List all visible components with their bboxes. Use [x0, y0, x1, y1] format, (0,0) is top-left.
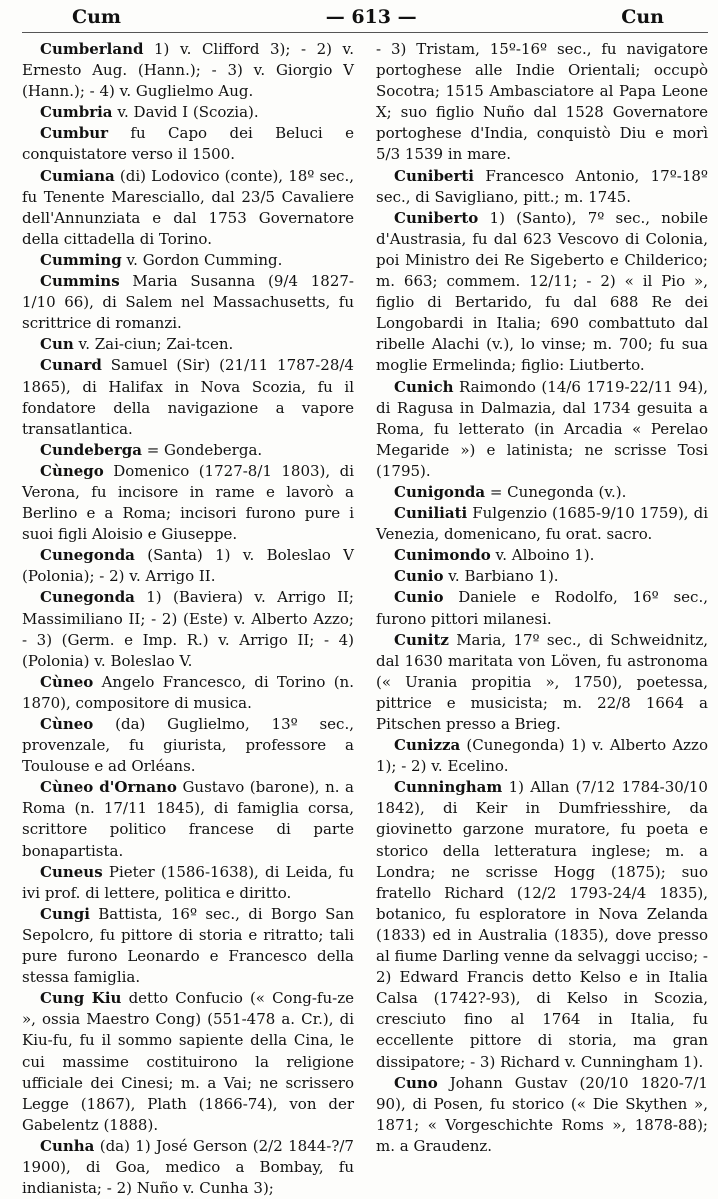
- entry-text: (da) Guglielmo, 13º sec., provenzale, fu giurista, professore a Toulouse e ad Orléans.: [22, 715, 354, 776]
- dictionary-entry: [22, 988, 354, 1136]
- dictionary-entry: [22, 440, 354, 461]
- dictionary-entry: [376, 482, 708, 503]
- entry-headword: Cunich: [394, 377, 454, 396]
- entry-headword: Cunegonda: [40, 588, 135, 607]
- entry-text: = Cunegonda (v.).: [489, 482, 627, 501]
- entry-text: - 3) Tristam, 15º-16º sec., fu navigatore portoghese alle Indie Orientali; occupò Socotra; 1515 Ambasciatore al Papa Leone X; suo figlio Nuño dal 1528 Governatore portoghese d'India, conquistò Diu e morì 5/3 1539 in mare.: [376, 40, 708, 164]
- entry-text: v. Barbiano 1).: [448, 567, 559, 586]
- entry-text: Raimondo (14/6 1719-22/11 94), di Ragusa in Dalmazia, dal 1734 gesuita a Roma, fu letterato (in Arcadia « Perelao Megaride ») e latinista; ne scrisse Tosi (1795).: [376, 377, 708, 480]
- dictionary-entry: [376, 545, 708, 566]
- entry-text: Battista, 16º sec., di Borgo San Sepolcro, fu pittore di storia e ritratto; tali pure furono Leonardo e Francesco della stessa famiglia.: [22, 904, 354, 987]
- entry-text: v. Alboino 1).: [495, 546, 595, 565]
- dictionary-entry: [376, 777, 708, 1072]
- entry-headword: Cundeberga: [40, 440, 142, 459]
- dictionary-entry: [22, 904, 354, 988]
- dictionary-entry: [22, 250, 354, 271]
- entry-headword: Cuniberto: [394, 208, 479, 227]
- dictionary-entry: [22, 271, 354, 334]
- dictionary-entry: [22, 777, 354, 861]
- entry-text: Maria, 17º sec., di Schweidnitz, dal 1630 maritata von Löven, fu astronoma (« Urania propitia », 1750), poetessa, pittrice e musicista; m. 22/8 1664 a Pitschen presso a Brieg.: [376, 630, 708, 733]
- entry-text: (Santa) 1) v. Boleslao V (Polonia); - 2) v. Arrigo II.: [22, 546, 354, 586]
- entry-text: Pieter (1586-1638), di Leida, fu ivi prof. di lettere, politica e diritto.: [22, 862, 354, 902]
- entry-headword: Cunizza: [394, 736, 461, 755]
- entry-headword: Cung Kiu: [40, 989, 122, 1008]
- entry-headword: Cunard: [40, 356, 102, 375]
- page-number: — 613 —: [325, 6, 417, 28]
- entry-text: v. Zai-ciun; Zai-tcen.: [78, 335, 234, 354]
- entry-headword: Cumiana: [40, 166, 115, 185]
- entry-text: Fulgenzio (1685-9/10 1759), di Venezia, domenicano, fu orat. sacro.: [376, 504, 708, 544]
- entry-headword: Cumberland: [40, 40, 144, 58]
- running-header: [22, 6, 708, 33]
- entry-text: 1) Allan (7/12 1784-30/10 1842), di Keir in Dumfriesshire, da giovinetto garzone muratore, fu poeta e storico della letteratura inglese; m. a Londra; ne scrisse Hogg (1875); suo fratello Richard (12/2 1793-24/4 1835), botanico, fu esploratore in Nova Zelanda (1833) ed in Australia (1835), dove presso al fiume Darling venne da selvaggi ucciso; - 2) Edward Francis detto Kelso e in Italia Calsa (1742?-93), di Kelso in Scozia, cresciuto fino al 1764 in Italia, fu eccellente pittore di storia, ma gran dissipatore; - 3) Richard v. Cunningham 1).: [376, 778, 708, 1071]
- entry-headword: Cunegonda: [40, 546, 135, 565]
- entry-text: Samuel (Sir) (21/11 1787-28/4 1865), di Halifax in Nova Scozia, fu il fondatore della navigazione a vapore transatlantica.: [22, 356, 354, 438]
- entry-headword: Cùneo: [40, 672, 94, 691]
- entry-text: fu Capo dei Beluci e conquistatore verso il 1500.: [22, 124, 354, 164]
- dictionary-entry: [376, 39, 708, 166]
- entry-text: = Gondeberga.: [146, 440, 263, 459]
- entry-headword: Cuneus: [40, 862, 103, 881]
- entry-text: v. David I (Scozia).: [117, 103, 259, 122]
- entry-text: 1) (Santo), 7º sec., nobile d'Austrasia, fu dal 623 Vescovo di Colonia, poi Ministro dei Re Sigeberto e Childerico; m. 663; commem. 12/11; - 2) « il Pio », figlio di Bertarido, fu dal 688 Re dei Longobardi in Italia; 690 combattuto dal ribelle Alachi (v.), lo vinse; m. 700; fu sua moglie Ermelinda; figlio: Liutberto.: [376, 208, 708, 375]
- dictionary-entry: [376, 735, 708, 777]
- entry-headword: Cuniliati: [394, 504, 468, 523]
- dictionary-entry: [22, 355, 354, 439]
- dictionary-entry: [376, 566, 708, 587]
- entry-text: 1) v. Clifford 3); - 2) v. Ernesto Aug. (Hann.); - 3) v. Giorgio V (Hann.); - 4) v. Guglielmo Aug.: [22, 40, 354, 101]
- entry-headword: Cungi: [40, 904, 90, 923]
- text-columns: [22, 39, 708, 1199]
- entry-headword: Cumbur: [40, 124, 109, 143]
- dictionary-entry: [22, 39, 354, 102]
- left-column: [22, 39, 354, 1199]
- entry-headword: Cùneo d'Ornano: [40, 778, 177, 797]
- entry-headword: Cuno: [394, 1073, 438, 1092]
- entry-text: detto Confucio (« Cong-fu-ze », ossia Maestro Cong) (551-478 a. Cr.), di Kiu-fu, fu il sommo sapiente della Cina, le cui massime costituirono la religione ufficiale dei Cinesi; m. a Vai; ne scrissero Legge (1867), Plath (1866-74), von der Gabelentz (1888).: [22, 989, 354, 1134]
- dictionary-entry: [22, 545, 354, 587]
- entry-headword: Cùneo: [40, 715, 94, 733]
- entry-text: (da) 1) José Gerson (2/2 1844-?/7 1900), di Goa, medico a Bombay, fu indianista; - 2) Nuño v. Cunha 3);: [22, 1136, 354, 1198]
- entry-text: Francesco Antonio, 17º-18º sec., di Savigliano, pitt.; m. 1745.: [376, 166, 708, 206]
- dictionary-entry: [22, 672, 354, 714]
- dictionary-entry: [22, 714, 354, 777]
- dictionary-entry: [376, 1073, 708, 1157]
- entry-text: Daniele e Rodolfo, 16º sec., furono pittori milanesi.: [376, 588, 708, 628]
- entry-headword: Cunimondo: [394, 546, 491, 565]
- header-left-guide-word: Cum: [72, 6, 122, 28]
- dictionary-entry: [22, 1136, 354, 1199]
- entry-headword: Cunningham: [394, 778, 503, 797]
- entry-headword: Cuniberti: [394, 166, 475, 185]
- dictionary-entry: [22, 166, 354, 250]
- entry-headword: Cunha: [40, 1136, 95, 1155]
- entry-headword: Cumbria: [40, 103, 113, 122]
- dictionary-entry: [22, 334, 354, 355]
- entry-text: (Cunegonda) 1) v. Alberto Azzo 1); - 2) v. Ecelino.: [376, 736, 708, 776]
- entry-headword: Cunigonda: [394, 482, 486, 501]
- entry-headword: Cun: [40, 335, 74, 354]
- entry-headword: Cumming: [40, 250, 122, 269]
- dictionary-entry: [22, 102, 354, 123]
- dictionary-entry: [22, 461, 354, 545]
- dictionary-entry: [22, 123, 354, 165]
- dictionary-entry: [376, 166, 708, 208]
- entry-headword: Cunio: [394, 567, 444, 586]
- dictionary-entry: [376, 503, 708, 545]
- entry-text: 1) (Baviera) v. Arrigo II; Massimiliano II; - 2) (Este) v. Alberto Azzo; - 3) (Germ. e Imp. R.) v. Arrigo II; - 4) (Polonia) v. Boleslao V.: [22, 588, 354, 670]
- entry-text: Domenico (1727-8/1 1803), di Verona, fu incisore in rame e lavorò a Berlino e a Roma; incisori furono pure i suoi figli Aloisio e Giuseppe.: [22, 461, 354, 544]
- entry-text: Johann Gustav (20/10 1820-7/1 90), di Posen, fu storico (« Die Skythen », 1871; « Vorgeschichte Roms », 1878-88); m. a Graudenz.: [376, 1073, 708, 1155]
- entry-text: Gustavo (barone), n. a Roma (n. 17/11 1845), di famiglia corsa, scrittore politico francese di parte bonapartista.: [22, 778, 355, 860]
- dictionary-entry: [376, 377, 708, 482]
- dictionary-entry: [22, 862, 354, 904]
- entry-headword: Cunio: [394, 588, 444, 607]
- entry-text: Angelo Francesco, di Torino (n. 1870), compositore di musica.: [22, 672, 354, 712]
- entry-text: v. Gordon Cumming.: [126, 250, 283, 269]
- entry-headword: Cùnego: [40, 461, 104, 480]
- entry-headword: Cummins: [40, 272, 120, 291]
- dictionary-entry: [376, 630, 708, 735]
- entry-text: Maria Susanna (9/4 1827-1/10 66), di Salem nel Massachusetts, fu scrittrice di romanzi.: [22, 272, 354, 333]
- entry-headword: Cunitz: [394, 630, 449, 649]
- header-right-guide-word: Cun: [621, 6, 664, 28]
- dictionary-entry: [22, 587, 354, 671]
- dictionary-entry: [376, 208, 708, 377]
- entry-text: (di) Lodovico (conte), 18º sec., fu Tenente Maresciallo, dal 23/5 Cavaliere dell'Annunziata e dal 1753 Governatore della cittadella di Torino.: [22, 166, 354, 248]
- dictionary-entry: [376, 587, 708, 629]
- right-column: [376, 39, 708, 1199]
